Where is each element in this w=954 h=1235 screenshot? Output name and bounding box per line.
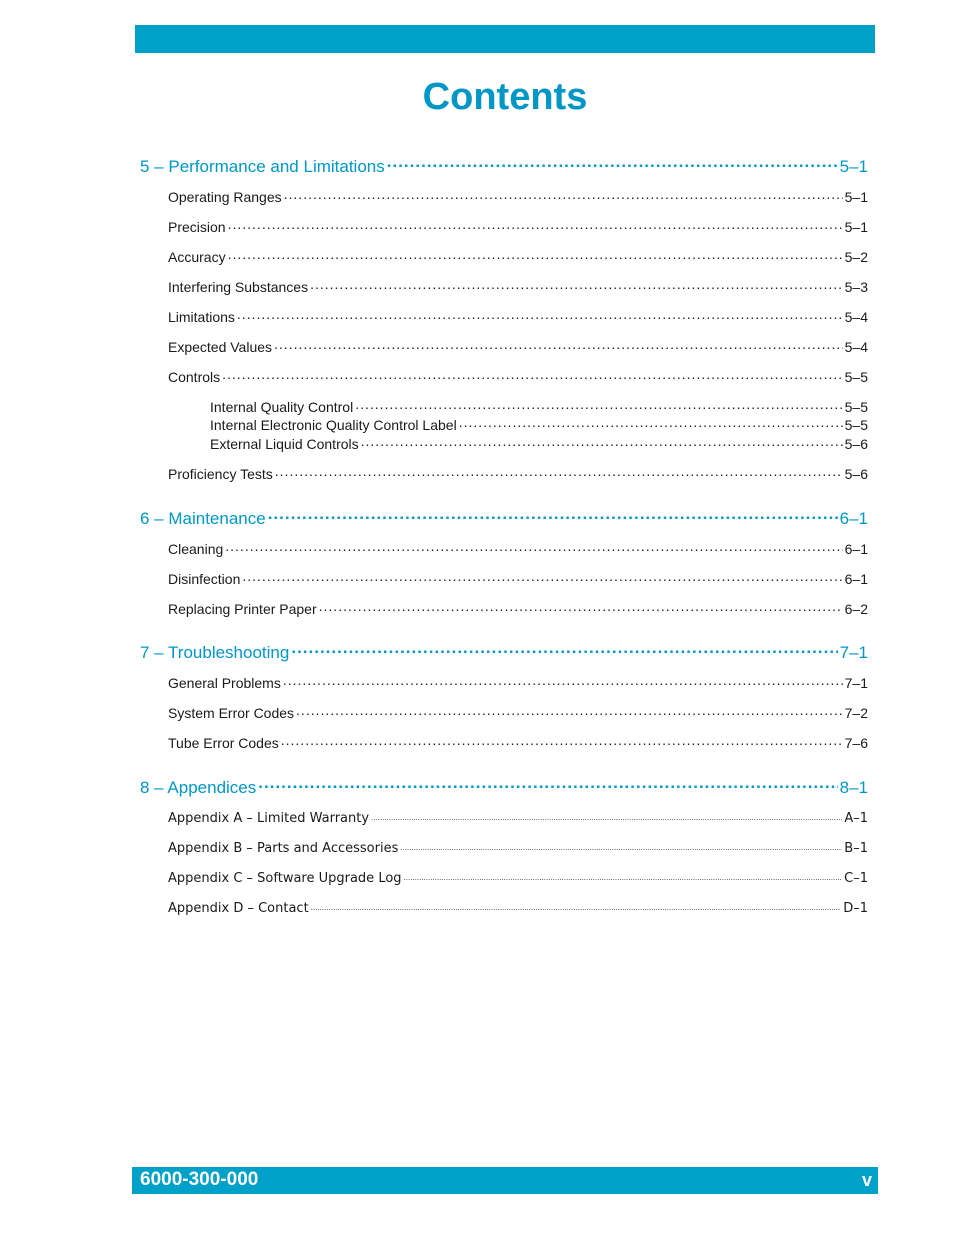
toc-entry-page: 6–1 [844,541,868,557]
toc-entry[interactable] [168,338,868,355]
toc-entry-label: Tube Error Codes [168,735,279,751]
toc-entry-label: Operating Ranges [168,189,282,205]
toc-entry-label: Accuracy [168,249,226,265]
toc-subentry[interactable] [210,398,868,415]
toc-entry[interactable] [168,899,868,916]
toc-chapter-page: 5–1 [839,157,868,176]
toc-entry-page: 5–2 [844,249,868,265]
toc-entry-page: 5–4 [844,309,868,325]
toc-entry-page: 5–1 [844,219,868,235]
toc-entry[interactable] [168,465,868,482]
toc-entry-page: 5–5 [844,369,868,385]
toc-entry-label: Appendix C – Software Upgrade Log [168,871,402,886]
toc-chapter-7[interactable] [140,641,868,663]
toc-entry[interactable] [168,308,868,325]
toc-entry-label: Disinfection [168,571,241,587]
toc-subentry-label: Internal Quality Control [210,399,354,415]
toc-entry[interactable] [168,248,868,265]
page-number: v [861,1170,872,1190]
dot-leader [225,540,842,554]
toc-entry-page: D–1 [843,901,868,916]
document-number: 6000-300-000 [140,1169,259,1190]
toc-entry[interactable] [168,368,868,385]
toc-subentry[interactable] [210,416,868,433]
dot-leader [459,416,843,430]
toc-entry[interactable] [168,278,868,295]
dot-leader [355,398,842,412]
toc-entry-label: Precision [168,219,226,235]
toc-subentry[interactable] [210,435,868,452]
toc-entry-page: 7–2 [844,705,868,721]
toc-entry-page: C–1 [844,871,868,886]
toc-subentry-page: 5–5 [844,417,868,433]
dot-leader [404,869,843,882]
toc-chapter-page: 7–1 [839,643,868,662]
toc-entry-page: 5–6 [844,466,868,482]
footer-bar [132,1167,878,1194]
toc-chapter-label: 8 – Appendices [140,778,257,797]
dot-leader [310,278,843,292]
dot-leader [284,188,843,202]
toc-entry[interactable] [168,188,868,205]
toc-entry-page: 5–4 [844,339,868,355]
toc-entry-label: Interfering Substances [168,279,309,295]
dot-leader [319,600,843,614]
dot-leader [242,570,842,584]
toc-chapter-page: 8–1 [839,778,868,797]
toc-chapter-label: 7 – Troubleshooting [140,643,290,662]
toc-entry-label: Appendix D – Contact [168,901,309,916]
toc-entry[interactable] [168,734,868,751]
dot-leader [296,704,843,718]
toc-entry-page: B–1 [844,841,868,856]
toc-entry[interactable] [168,540,868,557]
toc-entry-label: General Problems [168,675,281,691]
toc-entry[interactable] [168,570,868,587]
dot-leader [258,776,837,793]
toc-entry-label: Limitations [168,309,235,325]
dot-leader [291,641,837,658]
dot-leader [281,734,843,748]
toc-entry-page: 7–1 [844,675,868,691]
toc-entry-page: A–1 [844,811,868,826]
toc-chapter-label: 6 – Maintenance [140,509,266,528]
toc-chapter-page: 6–1 [839,509,868,528]
toc-entry-label: Appendix A – Limited Warranty [168,811,370,826]
dot-leader [400,839,842,852]
dot-leader [387,155,838,172]
toc-entry[interactable] [168,600,868,617]
page-title: Contents [422,76,588,118]
toc-entry-label: Controls [168,369,221,385]
toc-entry[interactable] [168,218,868,235]
toc-entry-label: Cleaning [168,541,224,557]
header-bar [135,25,875,53]
dot-leader [268,507,838,524]
toc-subentry-label: Internal Electronic Quality Control Label [210,417,457,433]
toc-entry-label: System Error Codes [168,705,295,721]
dot-leader [274,338,843,352]
toc-entry[interactable] [168,869,868,886]
toc-chapter-label: 5 – Performance and Limitations [140,157,385,176]
dot-leader [228,248,843,262]
toc-entry-page: 6–2 [844,601,868,617]
toc-subentry-page: 5–5 [844,399,868,415]
toc-entry[interactable] [168,839,868,856]
dot-leader [283,674,843,688]
toc-entry-page: 6–1 [844,571,868,587]
toc-entry-page: 5–3 [844,279,868,295]
toc-entry-label: Proficiency Tests [168,466,273,482]
toc-entry[interactable] [168,674,868,691]
dot-leader [371,809,842,822]
toc-entry-label: Expected Values [168,339,273,355]
dot-leader [237,308,843,322]
toc-entry[interactable] [168,704,868,721]
toc-subentry-label: External Liquid Controls [210,436,359,452]
toc-entry-label: Appendix B – Parts and Accessories [168,841,399,856]
toc-entry-label: Replacing Printer Paper [168,601,317,617]
dot-leader [275,465,843,479]
dot-leader [228,218,843,232]
dot-leader [222,368,843,382]
toc-subentry-page: 5–6 [844,436,868,452]
toc-entry-page: 5–1 [844,189,868,205]
toc-chapter-6[interactable] [140,507,868,529]
toc-entry-page: 7–6 [844,735,868,751]
dot-leader [361,435,843,449]
toc-entry[interactable] [168,809,868,826]
toc-chapter-5[interactable] [140,155,868,177]
toc-chapter-8[interactable] [140,776,868,798]
dot-leader [311,899,842,912]
